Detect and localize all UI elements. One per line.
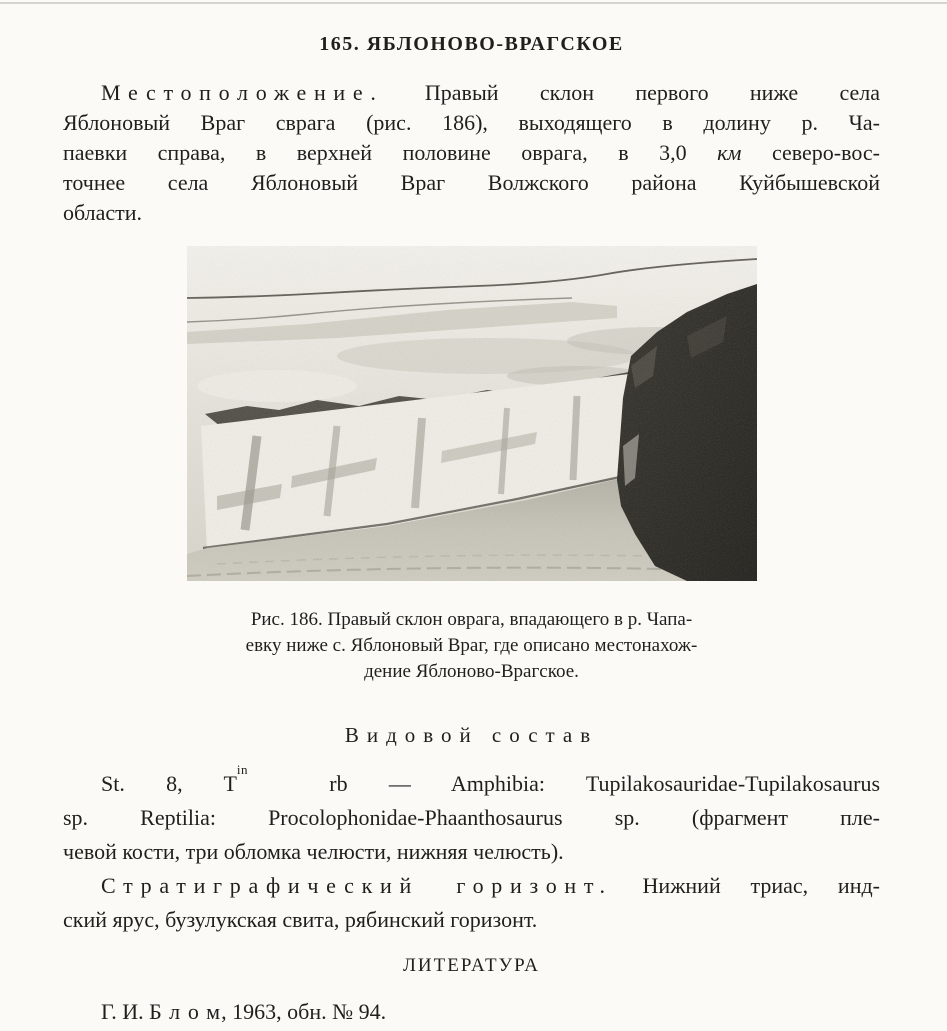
species-section-heading: Видовой состав — [344, 723, 599, 747]
location-line-3-pre: паевки справа, в верхней половине оврага, в 3,0 — [63, 140, 687, 165]
location-line-1-text: Правый склон первого ниже села — [424, 80, 880, 105]
location-paragraph — [63, 78, 880, 228]
page-title: 165. ЯБЛОНОВО-ВРАГСКОЕ — [319, 33, 624, 55]
literature-entry — [63, 997, 880, 1027]
literature-entry-rest: , 1963, обн. № 94. — [221, 999, 387, 1024]
location-line-3 — [63, 138, 880, 168]
typographic-gap — [248, 790, 288, 791]
location-line-5: области. — [63, 200, 143, 225]
species-line-1-pre: St. 8, T — [101, 771, 237, 796]
literature-initials: Г. И. — [101, 999, 144, 1024]
stratigraphy-line-1 — [63, 869, 880, 903]
figure-caption-line-3: дение Яблоново-Врагское. — [364, 661, 579, 682]
species-line-3: чевой кости, три обломка челюсти, нижняя челюсть). — [63, 839, 564, 864]
figure-186 — [187, 246, 757, 581]
figure-caption-line-2: евку ниже с. Яблоновый Враг, где описано местонахож- — [245, 635, 698, 656]
location-line-2: Яблоновый Враг сврага (рис. 186), выходящего в долину р. Ча- — [63, 110, 880, 135]
stage-superscript: in — [236, 761, 249, 777]
km-unit-italic: км — [717, 140, 742, 165]
species-line-1-post: rb — Amphibia: Tupilakosauridae-Tupilakosaurus — [329, 771, 881, 796]
location-line-1 — [63, 78, 880, 108]
species-paragraph — [63, 761, 881, 869]
stratigraphy-line-1-text: Нижний триас, инд- — [642, 873, 880, 898]
stratigraphy-label: Стратиграфический горизонт. — [101, 873, 613, 898]
location-line-3-post: северо-вос- — [771, 140, 881, 165]
location-line-4: точнее села Яблоновый Враг Волжского района Куйбышевской — [63, 170, 880, 195]
location-label: Местоположение. — [101, 80, 384, 105]
ravine-slope-photo — [187, 246, 757, 581]
species-line-1 — [63, 761, 881, 801]
literature-author-name: Блом — [149, 999, 228, 1024]
stratigraphy-line-2: ский ярус, бузулукская свита, рябинский горизонт. — [63, 907, 538, 932]
figure-caption — [162, 607, 782, 685]
figure-caption-line-1: Рис. 186. Правый склон оврага, впадающего в р. Чапа- — [250, 609, 693, 630]
literature-heading: ЛИТЕРАТУРА — [403, 955, 540, 976]
stratigraphy-paragraph — [63, 869, 880, 937]
species-line-2: sp. Reptilia: Procolophonidae-Phaanthosaurus sp. (фрагмент пле- — [63, 805, 880, 830]
